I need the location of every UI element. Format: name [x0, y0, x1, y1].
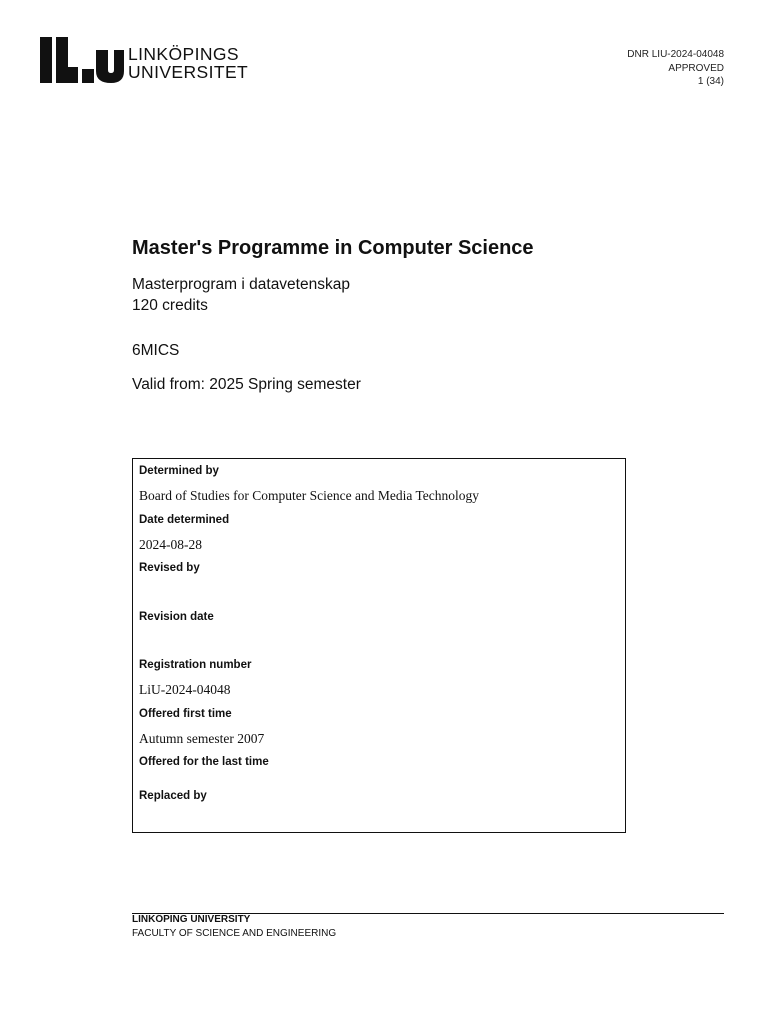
date-determined-value: 2024-08-28 — [139, 537, 202, 552]
date-determined-label: Date determined — [139, 514, 230, 526]
logo-wordmark-line1: LINKÖPINGS — [128, 44, 239, 64]
offered-last-time-label: Offered for the last time — [139, 756, 269, 768]
programme-credits: 120 credits — [132, 297, 208, 314]
registration-number-label: Registration number — [139, 659, 252, 671]
revised-by-label: Revised by — [139, 562, 200, 574]
footer-faculty: FACULTY OF SCIENCE AND ENGINEERING — [132, 928, 337, 939]
footer-university: LINKÖPING UNIVERSITY — [132, 914, 251, 925]
liu-logo — [40, 37, 249, 85]
dnr-number: DNR LIU-2024-04048 — [627, 49, 724, 60]
registration-number-value: LiU-2024-04048 — [139, 682, 231, 697]
determined-by-label: Determined by — [139, 465, 219, 477]
liu-logo-mark-icon — [40, 37, 124, 85]
logo-wordmark-line2: UNIVERSITET — [128, 62, 249, 82]
programme-code: 6MICS — [132, 342, 180, 359]
replaced-by-label: Replaced by — [139, 790, 207, 802]
offered-first-time-label: Offered first time — [139, 708, 232, 720]
logo-wordmark — [128, 45, 248, 81]
programme-swedish-title: Masterprogram i datavetenskap — [132, 276, 350, 293]
offered-first-time-value: Autumn semester 2007 — [139, 731, 265, 746]
programme-title: Master's Programme in Computer Science — [132, 237, 534, 259]
page-number: 1 (34) — [697, 76, 724, 87]
determined-by-value: Board of Studies for Computer Science and Media Technology — [139, 488, 479, 503]
valid-from: Valid from: 2025 Spring semester — [132, 376, 361, 393]
programme-info-box — [132, 458, 626, 833]
approval-status: APPROVED — [668, 62, 724, 74]
revision-date-label: Revision date — [139, 611, 214, 623]
document-meta — [627, 48, 724, 89]
